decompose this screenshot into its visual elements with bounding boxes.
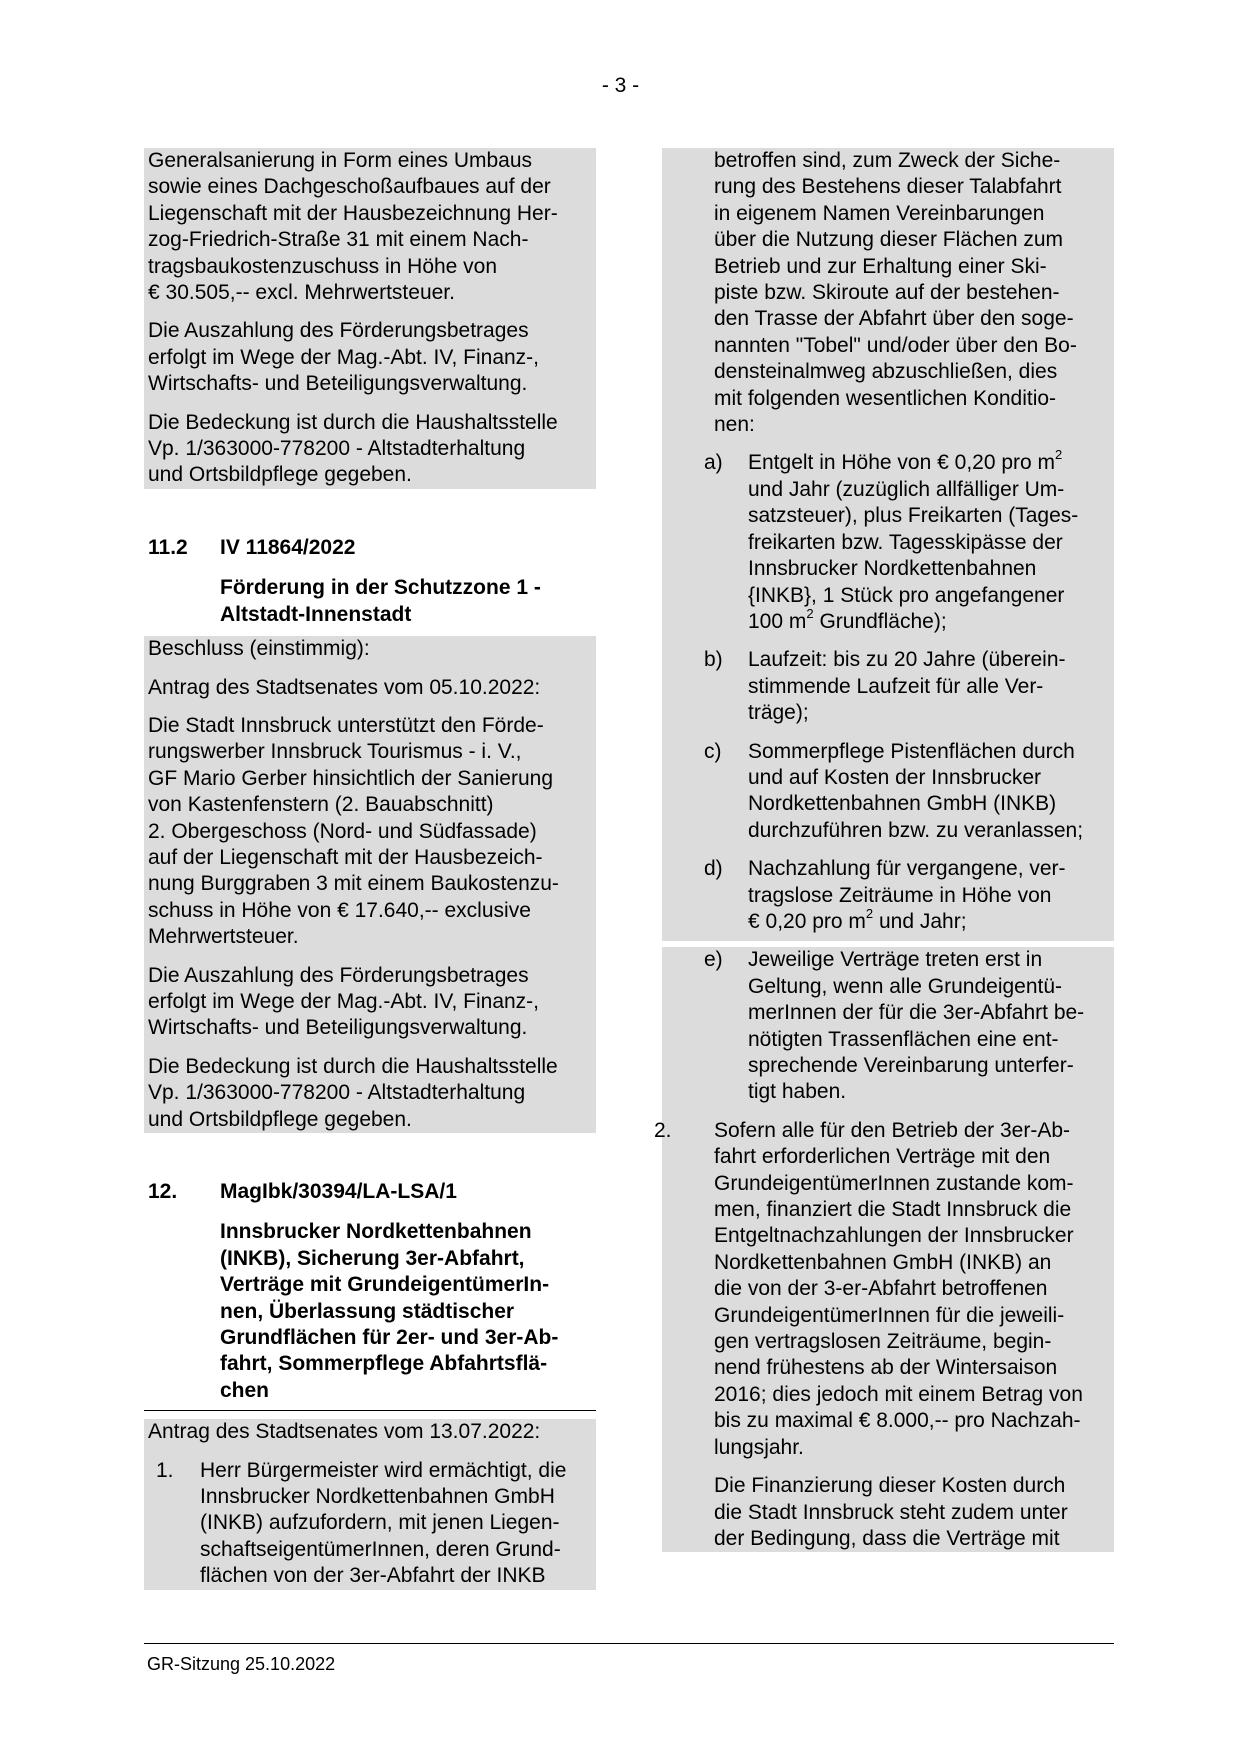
text-line: densteinalmweg abzuschließen, dies: [714, 360, 1058, 384]
section-11-2-body: [144, 636, 596, 1133]
text-line: Förderung in der Schutzzone 1 -: [220, 576, 541, 600]
text-line: nen:: [714, 413, 755, 437]
text-line: (INKB), Sicherung 3er-Abfahrt,: [220, 1246, 525, 1270]
left-column: [144, 148, 596, 1590]
text-line: in eigenem Namen Vereinbarungen: [714, 201, 1045, 225]
beschluss-label: Beschluss (einstimmig):: [148, 637, 370, 661]
page-number: - 3 -: [601, 74, 640, 97]
text-line: Innsbrucker Nordkettenbahnen GmbH: [200, 1485, 555, 1509]
text-line: betroffen sind, zum Zweck der Siche-: [714, 149, 1061, 172]
text-line: Innsbrucker Nordkettenbahnen: [220, 1220, 532, 1244]
text-line: Innsbrucker Nordkettenbahnen: [748, 557, 1037, 581]
list-label: 1.: [156, 1458, 174, 1482]
sub-item-e: e) Jeweilige Verträge treten erst in Geltung, wenn alle Grundeigentü- merInnen der für die 3er-Abfahrt be- nötigten Trassenflächen eine ent- sprechende Vereinbarung unterfer- tigt haben.: [662, 947, 1114, 1105]
text-line: Sofern alle für den Betrieb der 3er-Ab-: [714, 1118, 1071, 1142]
text-line: chen: [220, 1378, 270, 1402]
text-line: piste bzw. Skiroute auf der bestehen-: [714, 281, 1060, 305]
text-line: Wirtschafts- und Beteiligungsverwaltung.: [148, 372, 528, 396]
text-line: bis zu maximal € 8.000,-- pro Nachzah-: [714, 1409, 1081, 1433]
text-line: tragslose Zeiträume in Höhe von: [748, 883, 1052, 907]
right-column: [654, 148, 1114, 1552]
text-line: durchzuführen bzw. zu veranlassen;: [748, 818, 1084, 842]
text-line: Die Auszahlung des Förderungsbetrages: [148, 319, 529, 343]
sub-item-c: c) Sommerpflege Pistenflächen durch und auf Kosten der Innsbrucker Nordkettenbahnen GmbH (INKB) durchzuführen bzw. zu veranlassen;: [662, 739, 1114, 845]
text-line: Laufzeit: bis zu 20 Jahre (überein-: [748, 648, 1066, 672]
text-line: den Trasse der Abfahrt über den soge-: [714, 307, 1074, 331]
text-line: zog-Friedrich-Straße 31 mit einem Nach-: [148, 228, 529, 252]
text-line: Nachzahlung für vergangene, ver-: [748, 857, 1066, 881]
text-line: GrundeigentümerInnen für die jeweili-: [714, 1303, 1065, 1327]
text-line: Nordkettenbahnen GmbH (INKB): [748, 792, 1057, 816]
text-line: die von der 3-er-Abfahrt betroffenen: [714, 1277, 1048, 1301]
footer-rule: [144, 1643, 1114, 1644]
text-line: Grundflächen für 2er- und 3er-Ab-: [220, 1326, 559, 1350]
text-line: Vp. 1/363000-778200 - Altstadterhaltung: [148, 437, 526, 461]
text-line: GrundeigentümerInnen zustande kom-: [714, 1171, 1074, 1195]
text-line: men, finanziert die Stadt Innsbruck die: [714, 1198, 1072, 1222]
text-line: nen, Überlassung städtischer: [220, 1299, 515, 1323]
text-line: Die Stadt Innsbruck unterstützt den Förde-: [148, 713, 544, 737]
text-line: Vp. 1/363000-778200 - Altstadterhaltung: [148, 1081, 526, 1105]
text-line: Die Bedeckung ist durch die Haushaltsstelle: [148, 1054, 558, 1078]
sub-item-d: d) Nachzahlung für vergangene, ver- tragslose Zeiträume in Höhe von € 0,20 pro $m^2$ und Jahr;: [662, 856, 1114, 935]
text-line: € 30.505,-- excl. Mehrwertsteuer.: [148, 281, 455, 305]
section-11-2-heading: [144, 535, 596, 628]
text-line: schaftseigentümerInnen, deren Grund-: [200, 1537, 561, 1561]
text-line: tragsbaukostenzuschuss in Höhe von: [148, 254, 498, 278]
text-line: flächen von der 3er-Abfahrt der INKB: [200, 1564, 546, 1588]
text-line: rungswerber Innsbruck Tourismus - i. V.,: [148, 740, 522, 764]
text-line: die Stadt Innsbruck steht zudem unter: [714, 1500, 1068, 1524]
section-title: [220, 1219, 596, 1404]
text-line: Jeweilige Verträge treten erst in: [748, 948, 1043, 972]
text-line: träge);: [748, 701, 809, 725]
text-line: Verträge mit GrundeigentümerIn-: [220, 1273, 550, 1297]
list-label: 2.: [654, 1118, 672, 1142]
antrag-label: Antrag des Stadtsenates vom 05.10.2022:: [148, 675, 541, 699]
text-line: satzsteuer), plus Freikarten (Tages-: [748, 504, 1079, 528]
text-line: Die Finanzierung dieser Kosten durch: [714, 1474, 1066, 1498]
text-line: sprechende Vereinbarung unterfer-: [748, 1054, 1074, 1077]
sub-item-b: b) Laufzeit: bis zu 20 Jahre (überein- stimmende Laufzeit für alle Ver- träge);: [662, 647, 1114, 726]
antrag-label: Antrag des Stadtsenates vom 13.07.2022:: [148, 1420, 541, 1444]
text-line: 2. Obergeschoss (Nord- und Südfassade): [148, 819, 537, 843]
text-line: und Ortsbildpflege gegeben.: [148, 463, 412, 487]
sub-item-e-block: [654, 947, 1114, 1552]
text-line: von Kastenfenstern (2. Bauabschnitt): [148, 793, 494, 817]
list-item-1: [148, 1458, 596, 1590]
text-line: Herr Bürgermeister wird ermächtigt, die: [200, 1458, 567, 1482]
text-line: und auf Kosten der Innsbrucker: [748, 765, 1042, 789]
text-line: Wirtschafts- und Beteiligungsverwaltung.: [148, 1016, 528, 1040]
section-12-body: [144, 1419, 596, 1589]
section-12-heading: [144, 1179, 596, 1411]
text-line: tigt haben.: [748, 1080, 847, 1104]
text-line: nannten "Tobel" und/oder über den Bo-: [714, 333, 1077, 357]
text-line: mit folgenden wesentlichen Konditio-: [714, 386, 1057, 410]
text-line: Die Auszahlung des Förderungsbetrages: [148, 963, 529, 987]
text-line: Sommerpflege Pistenflächen durch: [748, 739, 1075, 763]
section-number: 11.2: [148, 535, 188, 559]
text-line: merInnen der für die 3er-Abfahrt be-: [748, 1001, 1085, 1025]
text-line: Mehrwertsteuer.: [148, 925, 299, 949]
text-line: Entgeltnachzahlungen der Innsbrucker: [714, 1224, 1074, 1248]
section-code: IV 11864/2022: [220, 535, 356, 559]
text-line: Betrieb und zur Erhaltung einer Ski-: [714, 254, 1047, 278]
text-line: nend frühestens ab der Wintersaison: [714, 1356, 1058, 1380]
text-line: stimmende Laufzeit für alle Ver-: [748, 674, 1044, 698]
text-line: lungsjahr.: [714, 1435, 804, 1459]
text-line: Nordkettenbahnen GmbH (INKB) an: [714, 1250, 1052, 1274]
text-line: Altstadt-Innenstadt: [220, 602, 412, 626]
text-line: rung des Bestehens dieser Talabfahrt: [714, 175, 1062, 199]
text-line: und Ortsbildpflege gegeben.: [148, 1107, 412, 1131]
section-number: 12.: [148, 1180, 178, 1203]
text-line: erfolgt im Wege der Mag.-Abt. IV, Finanz-,: [148, 989, 540, 1013]
text-line: Die Bedeckung ist durch die Haushaltsstelle: [148, 410, 558, 434]
text-line: GF Mario Gerber hinsichtlich der Sanierung: [148, 766, 554, 790]
text-line: der Bedingung, dass die Verträge mit: [714, 1526, 1060, 1550]
text-line: fahrt erforderlichen Verträge mit den: [714, 1145, 1051, 1169]
text-line: schuss in Höhe von € 17.640,-- exclusive: [148, 898, 531, 922]
text-line: auf der Liegenschaft mit der Hausbezeich-: [148, 845, 543, 869]
text-line: nötigten Trassenflächen eine ent-: [748, 1027, 1059, 1051]
text-line: nung Burggraben 3 mit einem Baukostenzu-: [148, 872, 559, 896]
text-line: über die Nutzung dieser Flächen zum: [714, 228, 1064, 252]
text-line: 2016; dies jedoch mit einem Betrag von: [714, 1382, 1083, 1406]
text-line: Geltung, wenn alle Grundeigentü-: [748, 974, 1063, 998]
sub-item-a: a) Entgelt in Höhe von € 0,20 pro $m^2$ und Jahr (zuzüglich allfälliger Um- satzsteuer), plus Freikarten (Tages- freikarten bzw. Tagesskipässe der Innsbrucker Nordkettenbahnen {INKB}, 1 Stück pro angefangener 100 $m^2$ Grundfläche);: [662, 450, 1114, 635]
footer-text: GR-Sitzung 25.10.2022: [147, 1654, 336, 1674]
text-line: erfolgt im Wege der Mag.-Abt. IV, Finanz-,: [148, 345, 540, 369]
text-line: (INKB) aufzufordern, mit jenen Liegen-: [200, 1511, 560, 1535]
text-line: sowie eines Dachgeschoßaufbaues auf der: [148, 175, 551, 199]
list-item-2: [654, 1118, 1114, 1553]
text-line: {INKB}, 1 Stück pro angefangener: [748, 583, 1065, 607]
text-line: und Jahr (zuzüglich allfälliger Um-: [748, 477, 1065, 501]
text-line: Liegenschaft mit der Hausbezeichnung Her-: [148, 201, 558, 225]
section-title: [220, 575, 596, 628]
paragraph-generalsanierung: [144, 148, 596, 489]
text-line: Generalsanierung in Form eines Umbaus: [148, 149, 533, 172]
text-line: freikarten bzw. Tagesskipässe der: [748, 530, 1063, 554]
text-line: fahrt, Sommerpflege Abfahrtsflä-: [220, 1352, 548, 1376]
item-1-continuation: [662, 148, 1114, 941]
text-line: gen vertragslosen Zeiträume, begin-: [714, 1330, 1052, 1354]
section-code: MagIbk/30394/LA-LSA/1: [220, 1180, 457, 1203]
